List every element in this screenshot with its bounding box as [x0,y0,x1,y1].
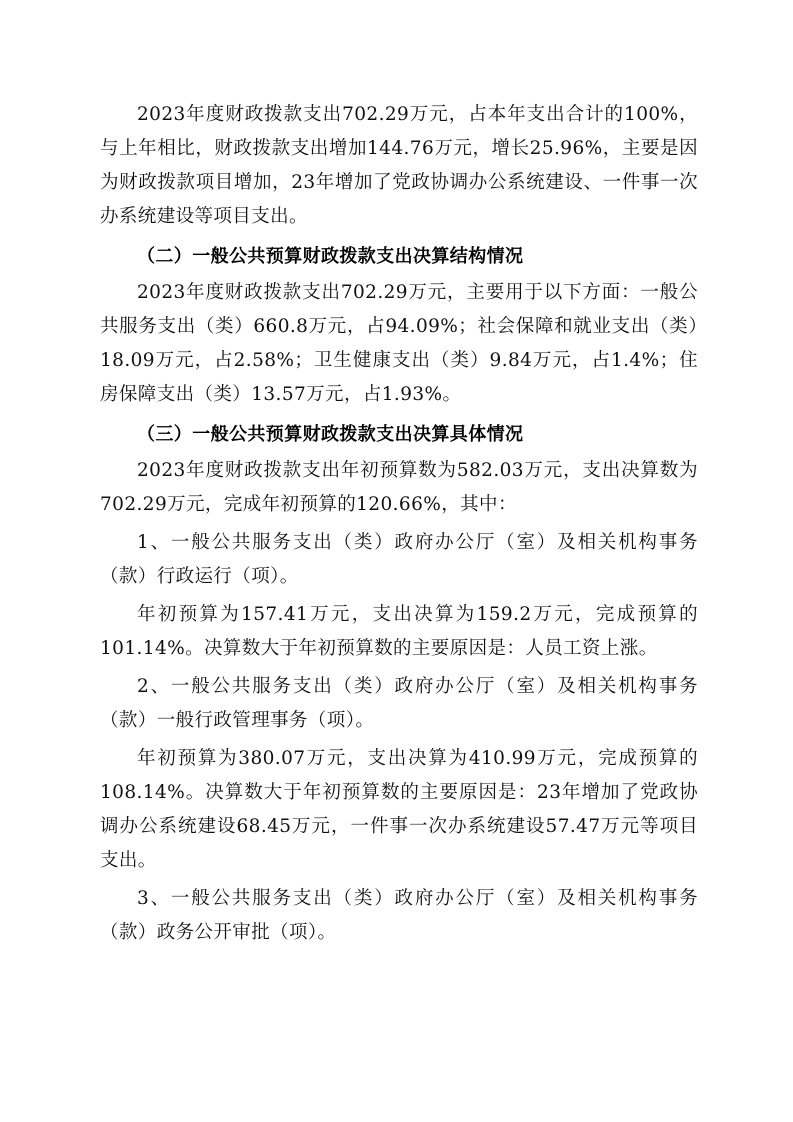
list-item-2-detail: 年初预算为380.07万元，支出决算为410.99万元，完成预算的108.14%。决算数大于年初预算数的主要原因是：23年增加了党政协调办公系统建设68.45万元，一件事一次办系统建设57.47万元等项目支出。 [100,748,698,871]
document-body [100,98,698,950]
list-item-3-title: 3、一般公共服务支出（类）政府办公厅（室）及相关机构事务（款）政务公开审批（项）。 [100,888,698,943]
paragraph-expenditure-overview: 2023年度财政拨款支出702.29万元，占本年支出合计的100%，与上年相比，财政拨款支出增加144.76万元，增长25.96%，主要是因为财政拨款项目增加，23年增加了党政协调办公系统建设、一件事一次办系统建设等项目支出。 [100,104,698,227]
list-item-1-title: 1、一般公共服务支出（类）政府办公厅（室）及相关机构事务（款）行政运行（项）。 [100,532,698,587]
paragraph-budget-summary: 2023年度财政拨款支出年初预算数为582.03万元，支出决算数为702.29万元，完成年初预算的120.66%，其中： [100,460,698,515]
list-item-2-title: 2、一般公共服务支出（类）政府办公厅（室）及相关机构事务（款）一般行政管理事务（项）。 [100,676,698,731]
list-item-1-detail: 年初预算为157.41万元，支出决算为159.2万元，完成预算的101.14%。决算数大于年初预算数的主要原因是：人员工资上涨。 [100,604,698,659]
paragraph-structure: 2023年度财政拨款支出702.29万元，主要用于以下方面：一般公共服务支出（类）660.8万元，占94.09%；社会保障和就业支出（类）18.09万元，占2.58%；卫生健康支出（类）9.84万元，占1.4%；住房保障支出（类）13.57万元，占1.93%。 [100,282,698,405]
section-heading-details: （三）一般公共预算财政拨款支出决算具体情况 [137,424,524,445]
section-heading-structure: （二）一般公共预算财政拨款支出决算结构情况 [137,246,524,267]
